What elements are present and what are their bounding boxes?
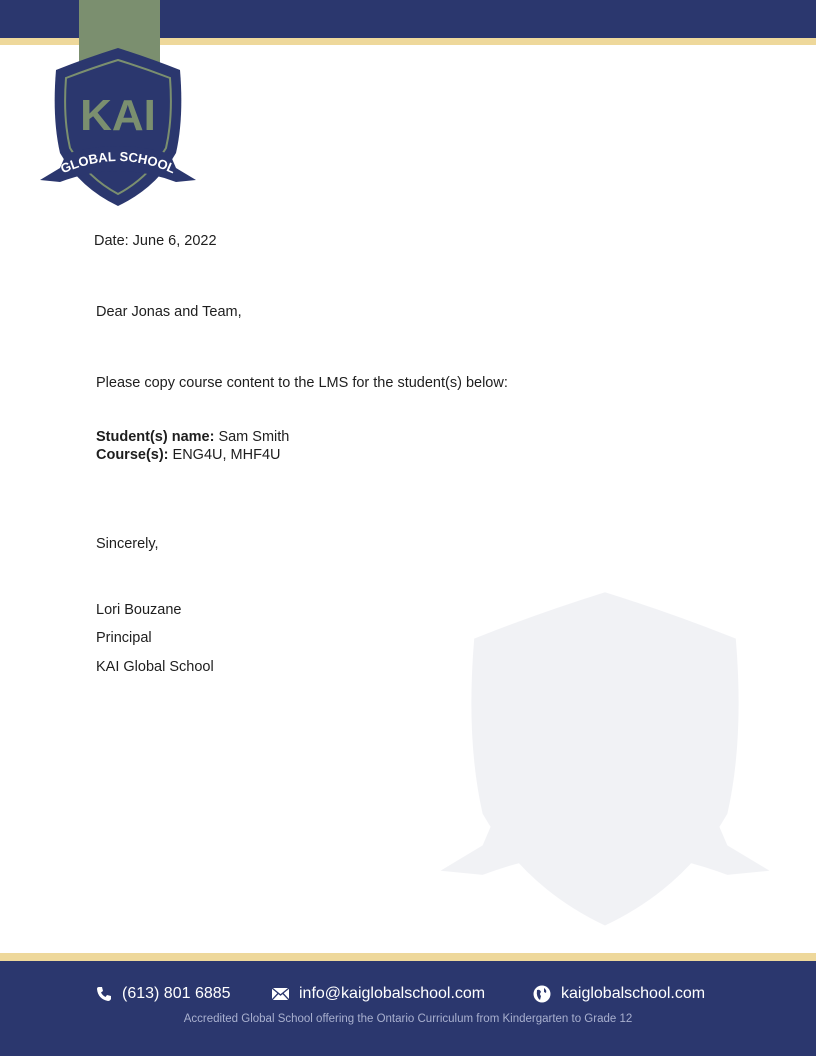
course-label: Course(s): [96,447,169,463]
letter-closing: Sincerely, [96,536,159,552]
letter-date: Date: June 6, 2022 [94,233,217,249]
footer-tagline: Accredited Global School offering the Ontario Curriculum from Kindergarten to Grade 12 [183,1013,633,1025]
course-line [96,447,281,463]
footer-gold-stripe [0,953,816,961]
email-icon [272,988,289,1000]
svg-text:KAI: KAI [80,91,156,140]
phone-icon [96,986,112,1002]
student-label: Student(s) name: [96,429,215,445]
course-value: ENG4U, MHF4U [168,447,281,463]
footer-bar [0,961,816,1056]
letter-salutation: Dear Jonas and Team, [96,304,242,320]
school-logo [36,48,200,208]
signer-title: Principal [96,630,152,646]
signer-org: KAI Global School [96,659,214,675]
logo-watermark [432,590,778,932]
student-line [96,429,289,445]
email-address: info@kaiglobalschool.com [299,985,486,1002]
signer-name: Lori Bouzane [96,602,182,618]
phone-number: (613) 801 6885 [122,985,231,1002]
website-url: kaiglobalschool.com [561,985,706,1002]
footer-email [272,985,485,1003]
footer-website [533,985,705,1003]
letter-body: Please copy course content to the LMS for the student(s) below: [96,375,508,391]
footer-phone [96,985,231,1003]
student-value: Sam Smith [214,429,290,445]
globe-icon [533,985,551,1003]
svg-text:GLOBAL SCHOOL: GLOBAL SCHOOL [58,148,178,177]
